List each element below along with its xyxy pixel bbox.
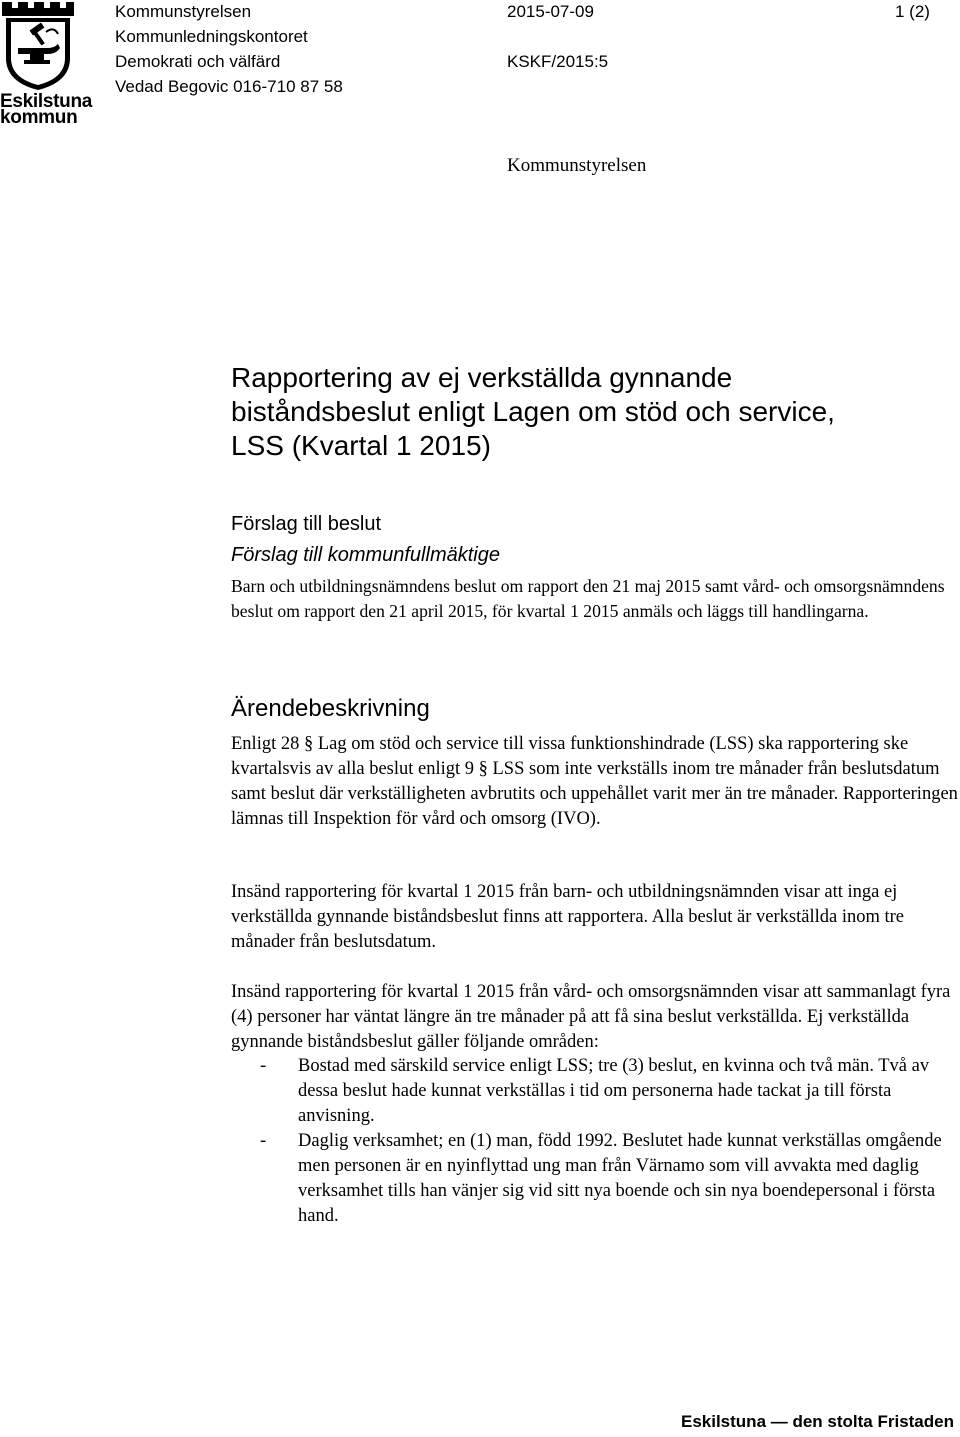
header-sender <box>115 2 343 97</box>
logo-line-1: Eskilstuna <box>0 91 93 112</box>
proposal-subheading: Förslag till kommunfullmäktige <box>231 544 500 566</box>
header-recipient: Kommunstyrelsen <box>507 155 647 176</box>
description-paragraph: Insänd rapportering för kvartal 1 2015 från vård- och omsorgsnämnden visar att sammanlagt fyra (4) personer har väntat längre än tre månader på att få sina beslut verkställda. Ej verkställda gynnande biståndsbeslut gäller följande områden: <box>231 982 951 1052</box>
header-reference: KSKF/2015:5 <box>507 52 609 71</box>
header-line: Vedad Begovic 016-710 87 58 <box>115 77 343 96</box>
header-date: 2015-07-09 <box>507 2 594 21</box>
description-heading: Ärendebeskrivning <box>231 695 430 722</box>
bullet-marker: - <box>260 1131 267 1151</box>
coat-of-arms-icon <box>0 0 76 92</box>
title-line: LSS (Kvartal 1 2015) <box>231 430 491 461</box>
list-item <box>231 1129 960 1229</box>
logo-wordmark <box>0 91 93 128</box>
proposal-text: Barn och utbildningsnämndens beslut om rapport den 21 maj 2015 samt vård- och omsorgsnämndens beslut om rapport den 21 april 2015, för kvartal 1 2015 anmäls och läggs till handlingarna. <box>231 576 945 621</box>
footer-slogan: Eskilstuna — den stolta Fristaden <box>680 1412 954 1431</box>
areas-list <box>231 1054 960 1229</box>
title-line: biståndsbeslut enligt Lagen om stöd och service, <box>231 396 835 427</box>
list-item-text: Daglig verksamhet; en (1) man, född 1992. Beslutet hade kunnat verkställas omgående men personen är en nyinflyttad ung man från Värnamo som vill avvakta med daglig verksamhet tills han vänjer sig vid sitt nya boende och sin nya boendepersonal i första hand. <box>298 1131 942 1226</box>
bullet-marker: - <box>260 1056 267 1076</box>
list-item-text: Bostad med särskild service enligt LSS; tre (3) beslut, en kvinna och två män. Två av dessa beslut hade kunnat verkställas i tid om personerna hade tackat ja till första anvisning. <box>298 1056 930 1126</box>
header-page-number: 1 (2) <box>895 2 930 21</box>
header-line: Kommunledningskontoret <box>115 27 308 46</box>
list-item <box>231 1054 960 1129</box>
header-line: Demokrati och välfärd <box>115 52 281 71</box>
proposal-heading: Förslag till beslut <box>231 513 382 535</box>
document-title <box>231 361 931 463</box>
description-paragraph: Insänd rapportering för kvartal 1 2015 från barn- och utbildningsnämnden visar att inga ej verkställda gynnande biståndsbeslut finns att rapportera. Alla beslut är verkställda inom tre månader från beslutsdatum. <box>231 882 905 952</box>
logo-line-2: kommun <box>0 107 78 128</box>
description-paragraph: Enligt 28 § Lag om stöd och service till vissa funktionshindrade (LSS) ska rapportering ske kvartalsvis av alla beslut enligt 9 § LSS som inte verkställs inom tre månader från beslutsdatum samt beslut där verkställigheten avbrutits och uppehållet varit mer än tre månader. Rapporteringen lämnas till Inspektion för vård och omsorg (IVO). <box>231 734 958 829</box>
header-line: Kommunstyrelsen <box>115 2 252 21</box>
title-line: Rapportering av ej verkställda gynnande <box>231 362 733 393</box>
